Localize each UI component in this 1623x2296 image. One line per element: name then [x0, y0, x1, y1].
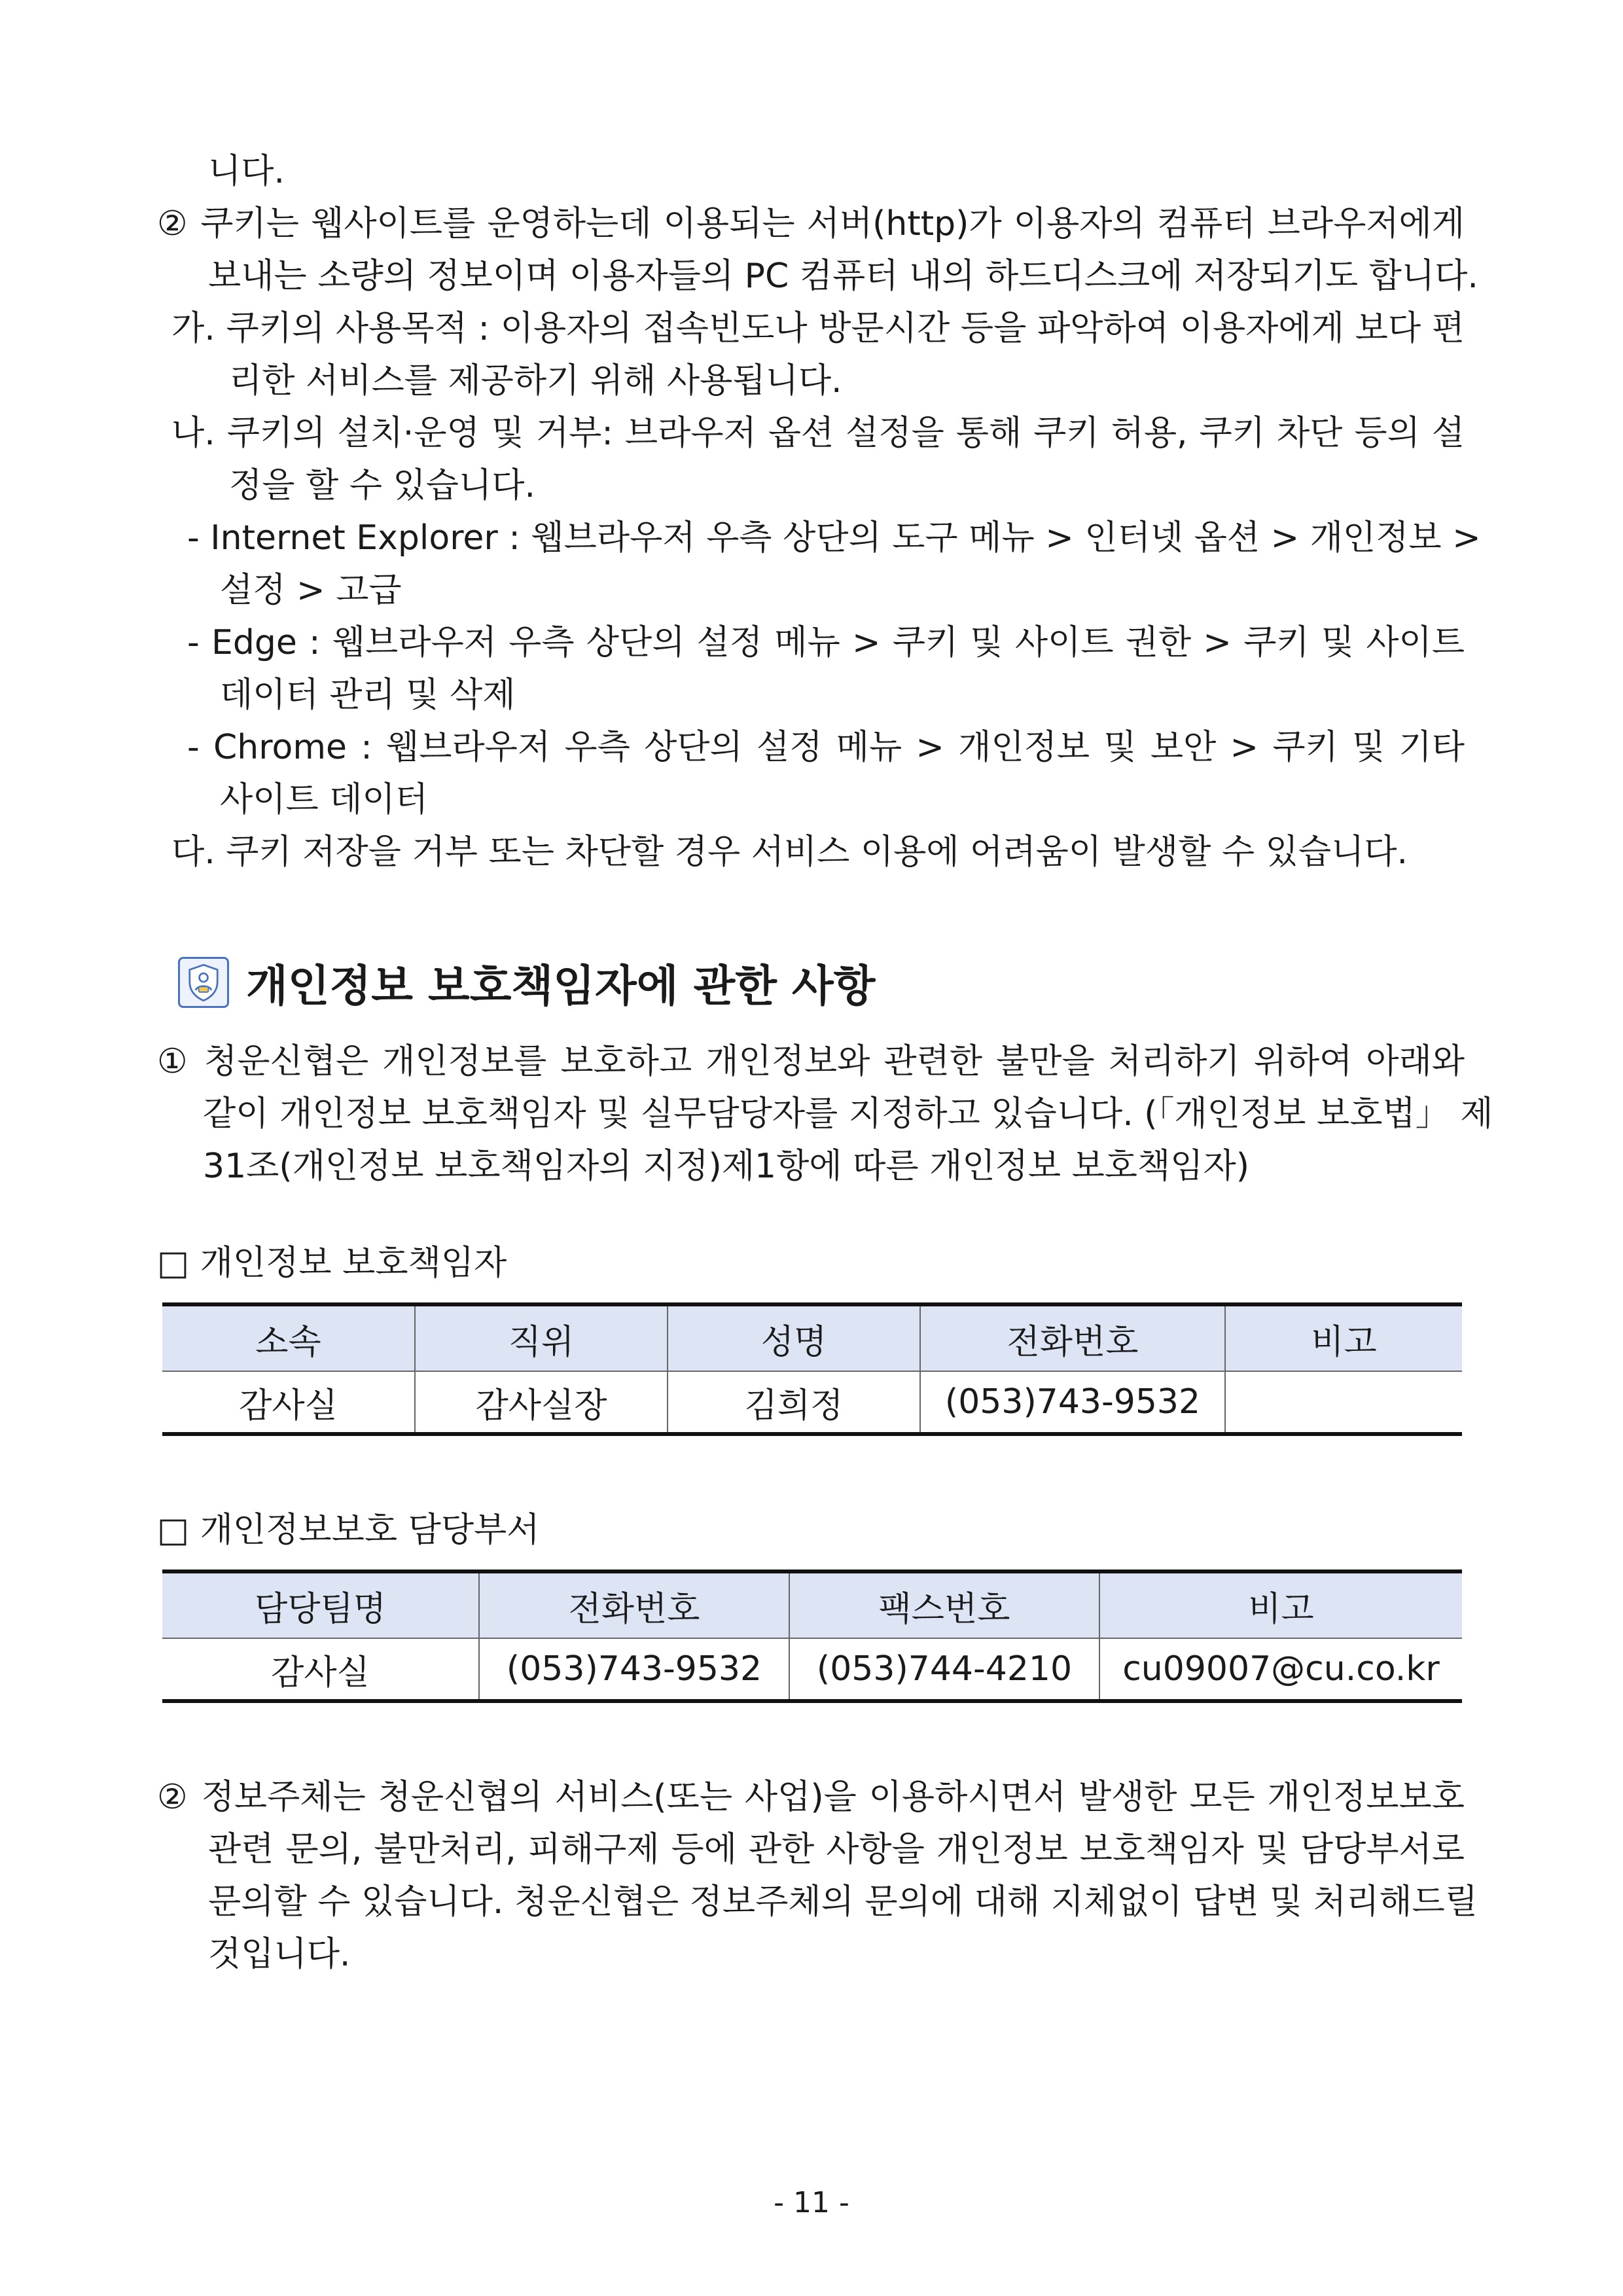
header-cell: 담당팀명	[162, 1571, 479, 1638]
header-cell: 전화번호	[479, 1571, 789, 1638]
table-cell: (053)744-4210	[789, 1638, 1099, 1701]
body-line: 리한 서비스를 제공하기 위해 사용됩니다.	[229, 361, 842, 401]
body-line: - Edge : 웹브라우저 우측 상단의 설정 메뉴 > 쿠키 및 사이트 권한 > 쿠키 및 사이트	[187, 623, 1465, 662]
privacy-officer-table	[162, 1302, 1462, 1436]
table-header-row	[162, 1571, 1462, 1638]
body-line: ② 쿠키는 웹사이트를 운영하는데 이용되는 서버(http)가 이용자의 컴퓨터 브라우저에게	[157, 204, 1465, 243]
header-cell: 전화번호	[920, 1304, 1225, 1371]
table-caption: □ 개인정보 보호책임자	[157, 1244, 507, 1283]
page-number: - 11 -	[774, 2186, 849, 2219]
body-line: 데이터 관리 및 삭제	[220, 675, 516, 715]
table-cell: (053)743-9532	[479, 1638, 789, 1701]
header-cell: 비고	[1099, 1571, 1462, 1638]
privacy-department-table	[162, 1570, 1462, 1703]
table-cell: 감사실장	[415, 1371, 668, 1434]
table-cell: 김희정	[668, 1371, 920, 1434]
body-line: ② 정보주체는 청운신협의 서비스(또는 사업)을 이용하시면서 발생한 모든 개인정보보호	[157, 1778, 1465, 1817]
section-title: 개인정보 보호책임자에 관한 사항	[246, 961, 876, 1011]
header-cell: 직위	[415, 1304, 668, 1371]
table-caption: □ 개인정보보호 담당부서	[157, 1511, 540, 1550]
body-line: 같이 개인정보 보호책임자 및 실무담당자를 지정하고 있습니다. (「개인정보 보호법」 제	[203, 1094, 1493, 1134]
email-cell: cu09007@cu.co.kr	[1122, 1649, 1440, 1689]
body-line: 나. 쿠키의 설치·운영 및 거부: 브라우저 옵션 설정을 통해 쿠키 허용, 쿠키 차단 등의 설	[171, 414, 1465, 453]
body-line: 관련 문의, 불만처리, 피해구제 등에 관한 사항을 개인정보 보호책임자 및 담당부서로	[208, 1830, 1465, 1869]
body-line: 것입니다.	[208, 1935, 351, 1974]
body-line: 다. 쿠키 저장을 거부 또는 차단할 경우 서비스 이용에 어려움이 발생할 수 있습니다.	[171, 833, 1408, 872]
table-row	[162, 1638, 1462, 1701]
body-line: 문의할 수 있습니다. 청운신협은 정보주체의 문의에 대해 지체없이 답변 및 처리해드릴	[208, 1882, 1478, 1922]
table-cell	[1225, 1371, 1462, 1434]
body-line: - Chrome : 웹브라우저 우측 상단의 설정 메뉴 > 개인정보 및 보안 > 쿠키 및 기타	[187, 728, 1465, 767]
body-line: 31조(개인정보 보호책임자의 지정)제1항에 따른 개인정보 보호책임자)	[203, 1147, 1250, 1186]
header-cell: 소속	[162, 1304, 415, 1371]
body-line: 정을 할 수 있습니다.	[229, 466, 535, 505]
body-line: 사이트 데이터	[220, 780, 428, 819]
header-cell: 비고	[1225, 1304, 1462, 1371]
body-line: - Internet Explorer : 웹브라우저 우측 상단의 도구 메뉴 > 인터넷 옵션 > 개인정보 >	[187, 518, 1481, 558]
body-line: 보내는 소량의 정보이며 이용자들의 PC 컴퓨터 내의 하드디스크에 저장되기도 합니다.	[208, 257, 1478, 296]
table-header-row	[162, 1304, 1462, 1371]
table-cell: (053)743-9532	[920, 1371, 1225, 1434]
person-shield-icon	[178, 957, 229, 1008]
table-cell: 감사실	[162, 1371, 415, 1434]
header-cell: 성명	[668, 1304, 920, 1371]
table-cell: 감사실	[162, 1638, 479, 1701]
body-line: 니다.	[208, 152, 285, 191]
body-line: 가. 쿠키의 사용목적 : 이용자의 접속빈도나 방문시간 등을 파악하여 이용자에게 보다 편	[171, 309, 1465, 348]
table-row	[162, 1371, 1462, 1434]
body-line: ① 청운신협은 개인정보를 보호하고 개인정보와 관련한 불만을 처리하기 위하여 아래와	[157, 1042, 1465, 1081]
header-cell: 팩스번호	[789, 1571, 1099, 1638]
body-line: 설정 > 고급	[220, 571, 402, 610]
